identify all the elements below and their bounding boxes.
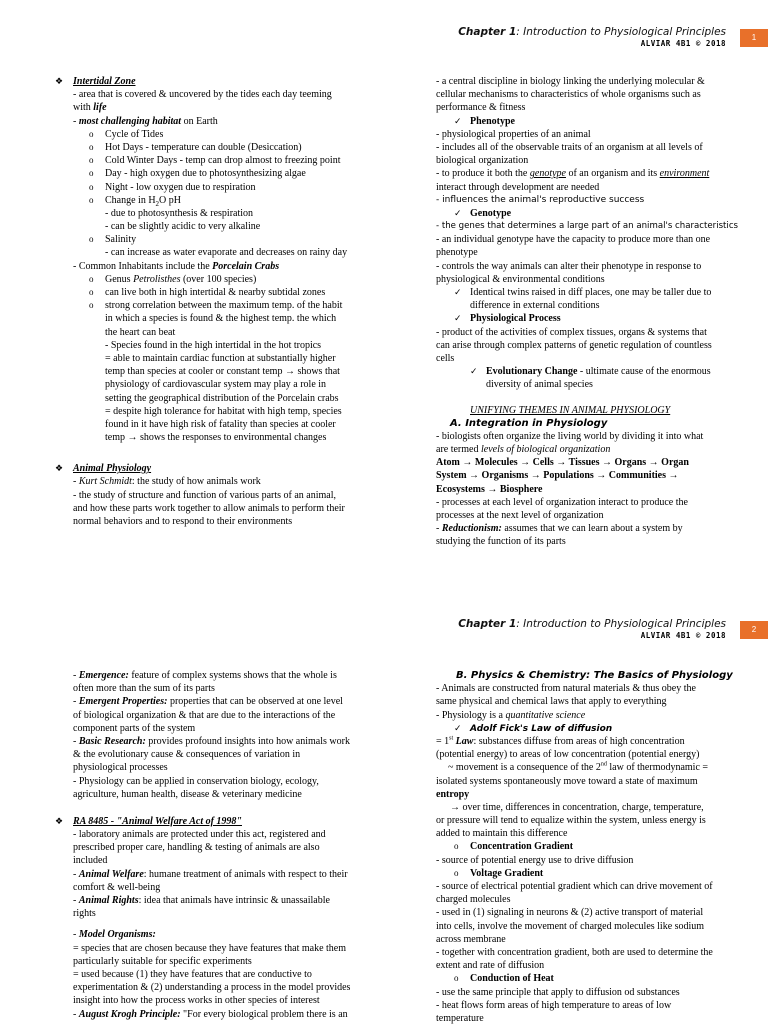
- circle-bullet-icon: o: [454, 841, 459, 852]
- text-line: entropy: [436, 788, 470, 800]
- list-item: o strong correlation between the maximum temp. of the habit: [89, 300, 343, 312]
- text-line: - a central discipline in biology linking the underlying molecular &: [436, 76, 705, 87]
- circle-bullet-icon: o: [454, 973, 459, 984]
- levels-line: Atom → Molecules → Cells → Tissues → Organs → Organ: [436, 457, 689, 469]
- text-line: biological organization: [436, 155, 529, 167]
- text-line: - Basic Research: provides profound insights into how animals work: [73, 735, 350, 747]
- text-line: isolated systems spontaneously move toward a state of maximum: [436, 775, 698, 787]
- text-line: normal behaviors and to respond to their environments: [73, 516, 293, 527]
- page-number-badge: 2: [740, 621, 768, 639]
- list-item: o Salinity: [89, 234, 137, 246]
- text-line: - product of the activities of complex tissues, organs & systems that: [436, 326, 707, 338]
- circle-bullet-icon: o: [89, 234, 94, 245]
- checkmark-icon: ✓: [454, 116, 462, 127]
- author-line: ALVIAR 4B1 © 2018: [640, 631, 726, 640]
- text-line: - used in (1) signaling in neurons & (2) active transport of material: [436, 907, 704, 919]
- text-line: comfort & well-being: [73, 881, 161, 893]
- text-line: performance & fitness: [436, 102, 526, 114]
- page-header: [458, 618, 726, 641]
- checkmark-icon: ✓: [454, 288, 462, 298]
- text-line: ~ movement is a consequence of the 2nd law of thermodynamic =: [448, 761, 709, 774]
- text-line: physiological processes: [73, 762, 168, 774]
- text-line: → over time, differences in concentration, charge, temperature,: [450, 801, 704, 813]
- text-line: - Common Inhabitants include the Porcelain Crabs: [73, 260, 280, 272]
- ra-8485-heading: RA 8485 - "Animal Welfare Act of 1998": [73, 815, 242, 827]
- text-line: component parts of the system: [73, 722, 196, 734]
- text-line: studying the function of its parts: [436, 536, 566, 548]
- text-line: cells: [436, 352, 455, 364]
- text-line: - Animal Rights: idea that animals have intrinsic & unassailable: [73, 895, 330, 906]
- text-line: - the study of structure and function of various parts of an animal,: [73, 489, 336, 501]
- text-line: - Model Organisms:: [73, 929, 156, 941]
- text-line: temperature: [436, 1012, 484, 1024]
- text-line: added to maintain this difference: [436, 828, 568, 840]
- text-line: - together with concentration gradient, both are used to determine the: [436, 946, 713, 958]
- text-line: - Kurt Schmidt: the study of how animals work: [73, 476, 261, 488]
- levels-line: Ecosystems → Biosphere: [436, 483, 543, 495]
- text-line: phenotype: [436, 247, 478, 259]
- text-line: extent and rate of diffusion: [436, 960, 545, 972]
- text-line: = able to maintain cardiac function at substantially higher: [105, 352, 336, 364]
- intertidal-heading: Intertidal Zone: [73, 76, 136, 87]
- list-item: o Night - low oxygen due to respiration: [89, 181, 256, 193]
- text-line: cellular mechanisms to characteristics of whole organisms such as: [436, 89, 701, 101]
- chapter-title: Chapter 1: Introduction to Physiological Principles: [458, 26, 726, 38]
- section-ra-8485: [55, 815, 375, 828]
- subheading: ✓ Adolf Fick's Law of diffusion: [436, 722, 756, 735]
- subheading: o Voltage Gradient: [454, 867, 544, 879]
- text-line: - to produce it both the genotype of an organism and its environment: [436, 168, 710, 180]
- text-line: (potential energy) to areas of low concentration (potential energy): [436, 749, 700, 761]
- text-line: - the genes that determines a large part of an animal's characteristics: [436, 221, 739, 232]
- text-line: can arise through complex patterns of genetic regulation of countless: [436, 339, 712, 351]
- text-line: - physiological properties of an animal: [436, 128, 591, 140]
- subheading: o Concentration Gradient: [454, 841, 574, 853]
- text-line: - biologists often organize the living world by dividing it into what: [436, 430, 704, 442]
- text-line: - Reductionism: assumes that we can learn about a system by: [436, 523, 683, 535]
- list-item: o Day - high oxygen due to photosynthesizing algae: [89, 168, 306, 180]
- text-line: = used because (1) they have features that are conductive to: [73, 968, 312, 980]
- text-line: physiological & environmental conditions: [436, 273, 605, 285]
- subheading: o Conduction of Heat: [454, 973, 554, 985]
- list-item: o Cycle of Tides: [89, 128, 164, 140]
- circle-bullet-icon: o: [89, 300, 94, 311]
- text-line: - an individual genotype have the capacity to produce more than one: [436, 234, 711, 246]
- right-column: [436, 75, 756, 549]
- page-number-badge: 1: [740, 29, 768, 47]
- text-line: same physical and chemical laws that apply to everything: [436, 696, 667, 708]
- text-line: - heat flows form areas of high temperature to areas of low: [436, 999, 672, 1011]
- text-line: agriculture, human health, disease & veterinary medicine: [73, 788, 302, 800]
- section-animal-physiology: [55, 462, 375, 475]
- text-line: - includes all of the observable traits of an organism at all levels of: [436, 141, 703, 153]
- list-item: ✓ Evolutionary Change - ultimate cause of the enormous: [436, 365, 756, 378]
- list-item: o Cold Winter Days - temp can drop almost to freezing point: [89, 155, 341, 167]
- page-2: [0, 512, 768, 1024]
- left-column: [55, 75, 375, 528]
- text-line: - August Krogh Principle: "For every biological problem there is an: [73, 1008, 348, 1020]
- levels-line: System → Organisms → Populations → Communities →: [436, 470, 679, 482]
- text-line: diversity of animal species: [486, 379, 593, 391]
- circle-bullet-icon: o: [89, 287, 94, 297]
- text-line: - Species found in the high intertidal in the hot tropics: [105, 339, 322, 351]
- author-line: ALVIAR 4B1 © 2018: [640, 39, 726, 48]
- subheading: ✓ Phenotype: [436, 115, 756, 128]
- circle-bullet-icon: o: [454, 867, 459, 878]
- text-line: are termed levels of biological organization: [436, 444, 611, 456]
- text-line: experimentation & (2) understanding a process in the model provides: [73, 982, 351, 994]
- diamond-bullet-icon: ❖: [55, 463, 64, 474]
- text-line: - due to photosynthesis & respiration: [105, 207, 254, 219]
- text-line: found in it have high risk of fatality than species at cooler: [105, 418, 336, 430]
- text-line: = 1st Law: substances diffuse from areas of high concentration: [436, 735, 685, 747]
- diamond-bullet-icon: ❖: [55, 76, 64, 86]
- text-line: in which a species is found & the highest temp. the which: [105, 313, 337, 325]
- checkmark-icon: ✓: [470, 367, 478, 378]
- text-line: included: [73, 855, 108, 867]
- text-line: - Animal Welfare: humane treatment of animals with respect to their: [73, 868, 348, 880]
- section-intertidal: [55, 75, 375, 88]
- list-item: o Change in $H_2O$ pH: [89, 194, 181, 208]
- text-line: insight into how the process works in other species of interest: [73, 995, 320, 1007]
- text-line: - use the same principle that apply to diffusion od substances: [436, 986, 680, 998]
- text-line: - most challenging habitat on Earth: [73, 115, 218, 127]
- text-line: = despite high tolerance for habitat with high temp, species: [105, 405, 342, 417]
- text-line: difference in external conditions: [470, 300, 600, 312]
- left-column: [55, 669, 375, 1021]
- text-line: temp → shows the responses to environmental changes: [105, 432, 327, 444]
- list-item: ✓ Identical twins raised in diff places, one may be taller due to: [436, 286, 756, 299]
- diamond-bullet-icon: ❖: [55, 815, 64, 826]
- text-line: the heart can beat: [105, 326, 176, 338]
- text-line: of biological organization & that are due to the interactions of the: [73, 709, 336, 721]
- text-line: interact through development are needed: [436, 181, 600, 193]
- text-line: - laboratory animals are protected under this act, registered and: [73, 829, 326, 841]
- right-column: [436, 669, 756, 1025]
- text-line: rights: [73, 908, 96, 920]
- circle-bullet-icon: o: [89, 155, 94, 166]
- text-line: into cells, involve the movement of charged molecules like sodium: [436, 920, 705, 932]
- text-line: - can increase as water evaporate and decreases on rainy day: [105, 247, 348, 259]
- text-line: - influences the animal's reproductive success: [436, 194, 645, 205]
- text-line: - area that is covered & uncovered by the tides each day teeming: [73, 89, 332, 101]
- text-line: with life: [73, 102, 107, 114]
- text-line: charged molecules: [436, 894, 511, 906]
- text-line: physiology of cardiovascular system may play a role in: [105, 379, 327, 391]
- checkmark-icon: ✓: [454, 314, 462, 325]
- text-line: = species that are chosen because they have features that make them: [73, 942, 347, 954]
- animal-physiology-heading: Animal Physiology: [73, 463, 152, 475]
- list-item: o can live both in high intertidal & nearby subtidal zones: [89, 287, 326, 298]
- text-line: - source of potential energy use to drive diffusion: [436, 854, 634, 866]
- page-header: [458, 26, 726, 49]
- text-line: - Animals are constructed from natural materials & thus obey the: [436, 683, 696, 695]
- chapter-title: Chapter 1: Introduction to Physiological Principles: [458, 618, 726, 630]
- text-line: often more than the sum of its parts: [73, 683, 215, 695]
- circle-bullet-icon: o: [89, 168, 94, 179]
- text-line: prescribed proper care, handling & testing of animals are also: [73, 842, 320, 854]
- circle-bullet-icon: o: [89, 128, 94, 139]
- checkmark-icon: ✓: [454, 723, 462, 734]
- text-line: particularly suitable for specific experiments: [73, 955, 252, 967]
- text-line: - can be slightly acidic to very alkaline: [105, 221, 261, 233]
- text-line: - processes at each level of organization interact to produce the: [436, 496, 688, 508]
- text-line: across membrane: [436, 933, 506, 945]
- list-item: o Genus Petrolisthes (over 100 species): [89, 273, 257, 285]
- list-item: o Hot Days - temperature can double (Desiccation): [89, 141, 302, 153]
- circle-bullet-icon: o: [89, 181, 94, 192]
- text-line: - Physiology is a quantitative science: [436, 709, 586, 721]
- subheading: ✓ Physiological Process: [436, 312, 756, 325]
- text-line: - source of electrical potential gradient which can drive movement of: [436, 881, 713, 892]
- checkmark-icon: ✓: [454, 208, 462, 219]
- text-line: - Emergence: feature of complex systems shows that the whole is: [73, 670, 337, 681]
- text-line: - controls the way animals can alter their phenotype in response to: [436, 260, 702, 272]
- circle-bullet-icon: o: [89, 141, 94, 152]
- text-line: - Emergent Properties: properties that can be observed at one level: [73, 696, 343, 708]
- text-line: - Physiology can be applied in conservation biology, ecology,: [73, 775, 319, 787]
- subheading: ✓ Genotype: [436, 207, 756, 220]
- text-line: processes at the next level of organization: [436, 510, 604, 521]
- unifying-themes-heading: UNIFYING THEMES IN ANIMAL PHYSIOLOGY: [470, 404, 671, 416]
- text-line: or pressure will tend to equalize within the system, unless energy is: [436, 815, 706, 827]
- text-line: & the evolutionary cause & consequences of variation in: [73, 749, 301, 761]
- integration-heading: A. Integration in Physiology: [450, 417, 608, 429]
- text-line: temp than species at cooler or constant temp → shows that: [105, 366, 340, 378]
- physics-chemistry-heading: B. Physics & Chemistry: The Basics of Physiology: [456, 670, 733, 681]
- text-line: setting the geographical distribution of the Porcelain crabs: [105, 392, 339, 404]
- circle-bullet-icon: o: [89, 273, 94, 284]
- circle-bullet-icon: o: [89, 194, 94, 205]
- text-line: and how these parts work together to allow animals to perform their: [73, 502, 345, 514]
